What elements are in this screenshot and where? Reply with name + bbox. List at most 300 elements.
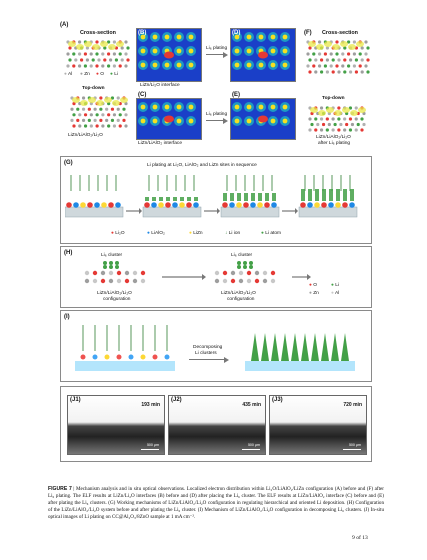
- panel-h-cluster-right: Li₆ cluster: [231, 253, 253, 258]
- atom: [263, 271, 267, 275]
- atom: [318, 40, 321, 43]
- elf-peak: [271, 35, 276, 40]
- li-cluster-atom: [243, 265, 247, 269]
- substrate: [299, 207, 357, 217]
- site-particle: [80, 202, 86, 208]
- site-particle: [193, 202, 199, 208]
- figure-caption: [48, 486, 384, 521]
- panel-a-subtitle: Top-down: [82, 86, 105, 91]
- atom: [347, 64, 350, 67]
- li-cluster-atom: [109, 261, 113, 265]
- elf-peak: [177, 105, 182, 110]
- atom: [353, 52, 356, 55]
- substrate: [65, 207, 123, 217]
- electron-density-blob: [324, 41, 332, 47]
- atom: [117, 108, 120, 111]
- panel-label-a: (A): [60, 22, 69, 28]
- atom: [122, 108, 125, 111]
- electron-density-blob: [348, 44, 356, 50]
- atom: [117, 119, 120, 122]
- li-deposit: [180, 197, 184, 201]
- atom: [109, 279, 113, 283]
- legend-zn: ● Zn: [80, 72, 90, 77]
- elf-peak: [189, 63, 194, 68]
- atom: [343, 70, 346, 73]
- legend-al: ● Al: [64, 72, 73, 77]
- li-column: [311, 333, 319, 361]
- atom: [133, 271, 137, 275]
- site-particle: [179, 202, 185, 208]
- substrate: [75, 361, 175, 371]
- arrow-head: [217, 208, 220, 214]
- elf-peak: [177, 63, 182, 68]
- atom: [355, 70, 358, 73]
- atom: [133, 279, 137, 283]
- atom: [308, 58, 311, 61]
- site-particle: [222, 202, 228, 208]
- li-deposit: [145, 197, 149, 201]
- atom: [355, 58, 358, 61]
- electron-density-blob: [340, 41, 348, 47]
- panel-a-cross-section-model: [64, 38, 130, 70]
- atom: [124, 113, 127, 116]
- atom: [341, 52, 344, 55]
- atom: [84, 64, 87, 67]
- atom: [308, 117, 311, 120]
- atom: [95, 40, 98, 43]
- site-particle: [129, 355, 134, 360]
- atom: [92, 58, 95, 61]
- site-particle: [144, 202, 150, 208]
- elf-peak: [153, 63, 158, 68]
- electron-density-blob: [100, 41, 108, 47]
- atom: [111, 119, 114, 122]
- site-particle: [115, 202, 121, 208]
- site-particle: [151, 202, 157, 208]
- arrow-head: [307, 274, 311, 280]
- elf-e-plot: [231, 99, 295, 139]
- electron-density-blob: [350, 110, 358, 116]
- site-particle: [307, 202, 313, 208]
- site-particle: [321, 202, 327, 208]
- electron-density-blob: [358, 107, 366, 113]
- atom: [95, 64, 98, 67]
- site-particle: [165, 355, 170, 360]
- atom: [84, 124, 87, 127]
- atom: [316, 123, 319, 126]
- site-particle: [229, 202, 235, 208]
- atom: [70, 108, 73, 111]
- atom: [349, 117, 352, 120]
- site-particle: [172, 202, 178, 208]
- elf-peak: [141, 49, 146, 54]
- atom: [364, 64, 367, 67]
- panel-h-config-right: LiZn/LiAlO₂/Li₂O: [221, 291, 256, 296]
- atom: [345, 123, 348, 126]
- electron-density-blob: [72, 97, 80, 103]
- atom: [351, 123, 354, 126]
- atom: [107, 64, 110, 67]
- site-particle: [186, 202, 192, 208]
- li-deposit: [329, 189, 333, 201]
- legend-h-li: ● Li: [331, 283, 339, 288]
- elf-peak: [259, 63, 264, 68]
- site-particle: [117, 355, 122, 360]
- scale-bar-j3: [343, 449, 361, 450]
- li-cluster-atom: [103, 265, 107, 269]
- atom: [101, 124, 104, 127]
- electron-density-blob: [316, 44, 324, 50]
- li-deposit: [159, 197, 163, 201]
- site-particle: [243, 202, 249, 208]
- atom: [141, 271, 145, 275]
- li-cluster-atom: [109, 265, 113, 269]
- atom: [72, 52, 75, 55]
- site-particle: [250, 202, 256, 208]
- atom: [107, 124, 110, 127]
- optical-image-j3: [269, 395, 367, 455]
- panel-label-f: (F): [304, 30, 312, 36]
- li-cluster-atom: [237, 261, 241, 265]
- scale-bar-j1: [141, 449, 159, 450]
- atom: [103, 58, 106, 61]
- electron-density-blob: [356, 41, 364, 47]
- atom: [113, 64, 116, 67]
- atom: [324, 52, 327, 55]
- electron-density-blob: [310, 107, 318, 113]
- atom: [85, 279, 89, 283]
- scale-bar-j2: [242, 449, 260, 450]
- legend-lizn: ● LiZn: [189, 231, 203, 236]
- panel-h-legend: [309, 283, 365, 303]
- panel-a-legend: [64, 72, 134, 78]
- atom: [310, 123, 313, 126]
- elf-hotspot: [258, 52, 268, 59]
- legend-h-o: ● O: [309, 283, 317, 288]
- atom: [113, 124, 116, 127]
- atom: [247, 271, 251, 275]
- elf-b-plot: [137, 29, 201, 81]
- li-cluster-atom: [243, 261, 247, 265]
- elf-peak: [141, 119, 146, 124]
- atom: [121, 58, 124, 61]
- panel-b-label: LiZn/Li₂O interface: [140, 83, 180, 88]
- electron-density-blob: [68, 41, 76, 47]
- atom: [335, 64, 338, 67]
- panel-g-legend: [111, 231, 341, 239]
- optical-image-j2: [168, 395, 266, 455]
- panel-label-i: (I): [64, 314, 70, 320]
- li-column: [261, 333, 269, 361]
- elf-peak: [271, 63, 276, 68]
- elf-peak: [189, 105, 194, 110]
- panel-h-box: [60, 246, 372, 308]
- atom: [349, 58, 352, 61]
- li-column: [341, 333, 349, 361]
- atom: [88, 119, 91, 122]
- atom: [308, 70, 311, 73]
- elf-peak: [165, 63, 170, 68]
- site-particle: [94, 202, 100, 208]
- atom: [94, 119, 97, 122]
- atom: [337, 106, 340, 109]
- panel-i-annotation: Decomposing: [193, 345, 223, 350]
- site-particle: [87, 202, 93, 208]
- atom: [126, 58, 129, 61]
- atom: [76, 119, 79, 122]
- elf-peak: [247, 63, 252, 68]
- atom: [84, 52, 87, 55]
- substrate: [245, 361, 355, 371]
- site-particle: [328, 202, 334, 208]
- atom: [124, 124, 127, 127]
- atom: [80, 58, 83, 61]
- elf-peak: [189, 35, 194, 40]
- site-particle: [108, 202, 114, 208]
- li-deposit: [315, 189, 319, 201]
- atom: [113, 52, 116, 55]
- atom: [326, 58, 329, 61]
- atom: [332, 128, 335, 131]
- atom: [312, 52, 315, 55]
- elf-hotspot: [258, 116, 268, 123]
- atom: [366, 70, 369, 73]
- atom: [330, 52, 333, 55]
- atom: [215, 271, 219, 275]
- atom: [231, 271, 235, 275]
- atom: [255, 279, 259, 283]
- atom: [88, 108, 91, 111]
- atom: [339, 123, 342, 126]
- panel-i-mechanism-diagram: [65, 321, 365, 379]
- li-deposit: [343, 189, 347, 201]
- electron-density-blob: [332, 44, 340, 50]
- elf-peak: [283, 49, 288, 54]
- li-cluster-atom: [115, 265, 119, 269]
- panel-label-g: (G): [64, 160, 73, 166]
- elf-peak: [235, 105, 240, 110]
- atom: [68, 58, 71, 61]
- atom: [320, 106, 323, 109]
- elf-peak: [165, 105, 170, 110]
- panel-j-box: [60, 386, 372, 462]
- atom: [90, 64, 93, 67]
- li-deposit: [173, 197, 177, 201]
- arrow-head: [202, 274, 206, 280]
- atom: [271, 271, 275, 275]
- atom: [231, 279, 235, 283]
- substrate: [221, 207, 279, 217]
- panel-h-config-left: LiZn/LiAlO₂/Li₂O: [97, 291, 132, 296]
- arrow-right-icon: [206, 120, 224, 121]
- site-particle: [264, 202, 270, 208]
- atom: [125, 279, 129, 283]
- atom: [70, 119, 73, 122]
- atom: [355, 117, 358, 120]
- atom: [95, 52, 98, 55]
- atom: [328, 123, 331, 126]
- panel-label-b: (B): [138, 30, 147, 36]
- panel-g-box: [60, 156, 372, 244]
- electron-density-blob: [308, 41, 316, 47]
- atom: [82, 119, 85, 122]
- site-particle: [342, 202, 348, 208]
- panel-f-config: LiZn/LiAlO₂/Li₂O: [316, 135, 351, 140]
- atom: [93, 271, 97, 275]
- elf-peak: [247, 119, 252, 124]
- atom: [76, 108, 79, 111]
- elf-peak: [283, 105, 288, 110]
- panel-label-j3: (J3): [272, 397, 283, 403]
- atom: [99, 96, 102, 99]
- atom: [99, 119, 102, 122]
- li-deposit: [322, 189, 326, 201]
- elf-hotspot: [164, 52, 174, 59]
- atom: [78, 124, 81, 127]
- elf-peak: [141, 105, 146, 110]
- elf-peak: [259, 35, 264, 40]
- scale-label-j3: 500 μm: [348, 443, 361, 447]
- atom: [107, 113, 110, 116]
- atom: [124, 52, 127, 55]
- li-column: [291, 333, 299, 361]
- electron-density-blob: [342, 107, 350, 113]
- atom: [78, 40, 81, 43]
- li-cluster-atom: [115, 261, 119, 265]
- elf-peak: [153, 105, 158, 110]
- panel-j-images: [67, 395, 367, 455]
- elf-peak: [235, 49, 240, 54]
- elf-hotspot: [164, 116, 174, 123]
- atom: [105, 119, 108, 122]
- atom: [366, 46, 369, 49]
- panel-a-title: Cross-section: [80, 30, 116, 36]
- atom: [72, 124, 75, 127]
- li-column: [301, 333, 309, 361]
- panel-e-elf-map: [230, 98, 296, 140]
- site-particle: [105, 355, 110, 360]
- atom: [349, 128, 352, 131]
- atom: [223, 279, 227, 283]
- panel-label-h: (H): [64, 250, 73, 256]
- li-deposit: [272, 193, 276, 201]
- li-deposit: [187, 197, 191, 201]
- li-cluster-atom: [249, 261, 253, 265]
- li-deposit: [301, 189, 305, 201]
- panel-c-label: LiZn/LiAlO₂ interface: [138, 141, 182, 146]
- li-cluster-atom: [237, 265, 241, 269]
- time-label-j2: 435 min: [242, 402, 261, 408]
- atom: [223, 271, 227, 275]
- atom: [96, 113, 99, 116]
- site-particle: [81, 355, 86, 360]
- atom: [330, 64, 333, 67]
- panel-f-cross-section-model: [304, 38, 370, 76]
- atom: [117, 279, 121, 283]
- li-deposit: [223, 193, 227, 201]
- arrow-label-top: Li₆ plating: [206, 46, 228, 51]
- elf-peak: [141, 63, 146, 68]
- atom: [343, 117, 346, 120]
- atom: [364, 40, 367, 43]
- atom: [318, 52, 321, 55]
- atom: [364, 52, 367, 55]
- atom: [113, 40, 116, 43]
- optical-image-j1: [67, 395, 165, 455]
- elf-peak: [177, 35, 182, 40]
- atom: [343, 58, 346, 61]
- atom: [341, 64, 344, 67]
- atom: [78, 64, 81, 67]
- atom: [97, 58, 100, 61]
- atom: [308, 128, 311, 131]
- atom: [359, 52, 362, 55]
- electron-density-blob: [96, 100, 104, 106]
- atom: [124, 40, 127, 43]
- atom: [101, 271, 105, 275]
- atom: [355, 106, 358, 109]
- panel-f-config-note: after Li₆ plating: [318, 141, 351, 146]
- elf-peak: [283, 63, 288, 68]
- panel-f-top-down-model: [306, 104, 366, 134]
- site-particle: [153, 355, 158, 360]
- caption-text: Mechanism analysis and in situ optical observations. Localized electron distribution within Li₂O/LiAlO₂/LiZn configuration (A) before and (F) after Li₆ plating. The ELF results at LiZn/Li₂O interfaces (B) before and (D) after placing the Li₆ cluster. The ELF results at LiZn/LiAlO₂ interface (C) before and (E) after plating the Li₆ clusters. (G) Working mechanisms of LiZn/LiAlO₂/Li₂O configuration in regulating hierarchical and oriented Li deposition. (H) Configuration of the LiZn/LiAlO₂/Li₂O system before and after plating the Li₆ cluster. (I) Mechanism of LiZn/LiAlO₂/Li₂O configuration in decomposing Li₆ clusters. (J) In-situ optical images of Li plating on CC@Al₂O₃/8ZnO sample at 1 mA cm⁻².: [48, 486, 384, 520]
- atom: [332, 117, 335, 120]
- atom: [361, 70, 364, 73]
- site-particle: [349, 202, 355, 208]
- site-particle: [236, 202, 242, 208]
- atom: [353, 40, 356, 43]
- atom: [72, 64, 75, 67]
- arrow-right-icon: [206, 54, 224, 55]
- atom: [306, 64, 309, 67]
- atom: [113, 113, 116, 116]
- elf-peak: [153, 49, 158, 54]
- elf-c-plot: [137, 99, 201, 139]
- li-deposit: [251, 193, 255, 201]
- electron-density-blob: [104, 97, 112, 103]
- panel-h-cluster-left: Li₆ cluster: [101, 253, 123, 258]
- li-deposit: [308, 189, 312, 201]
- atom: [332, 58, 335, 61]
- atom: [119, 64, 122, 67]
- panel-c-elf-map: [136, 98, 202, 140]
- atom: [335, 40, 338, 43]
- atom: [101, 64, 104, 67]
- atom: [357, 123, 360, 126]
- atom: [326, 70, 329, 73]
- panel-d-elf-map: [230, 28, 296, 82]
- atom: [78, 52, 81, 55]
- elf-peak: [283, 35, 288, 40]
- site-particle: [101, 202, 107, 208]
- elf-peak: [235, 119, 240, 124]
- legend-li: ● Li: [110, 72, 118, 77]
- elf-peak: [189, 119, 194, 124]
- atom: [141, 279, 145, 283]
- electron-density-blob: [120, 97, 128, 103]
- arrow-label-bottom: Li₆ plating: [206, 112, 228, 117]
- panel-label-j2: (J2): [171, 397, 182, 403]
- elf-d-plot: [231, 29, 295, 81]
- atom: [247, 279, 251, 283]
- atom: [90, 52, 93, 55]
- atom: [99, 108, 102, 111]
- atom: [66, 64, 69, 67]
- time-label-j3: 720 min: [343, 402, 362, 408]
- atom: [109, 271, 113, 275]
- elf-peak: [247, 35, 252, 40]
